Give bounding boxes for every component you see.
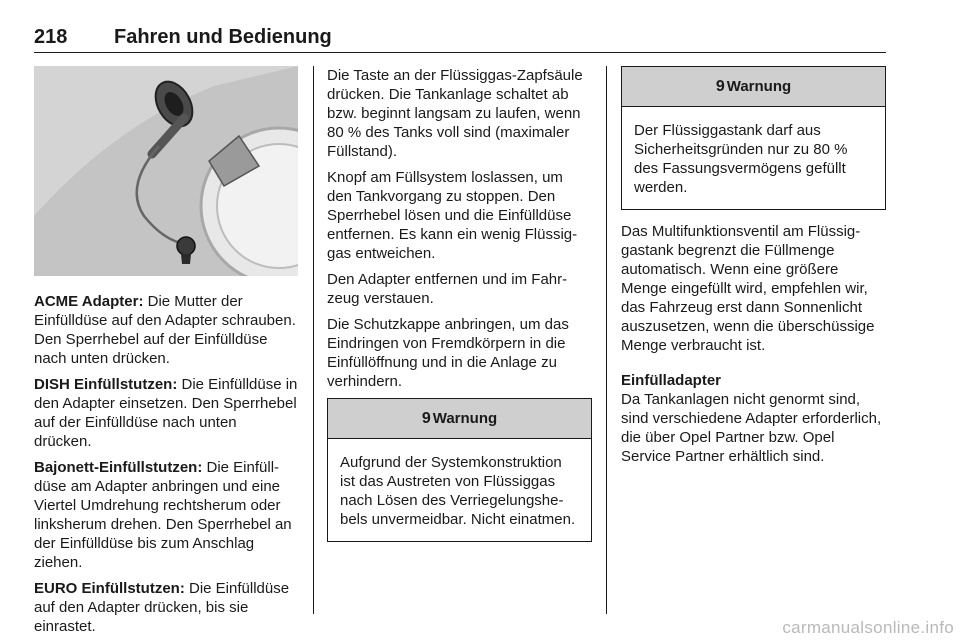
warning-icon: 9	[421, 410, 431, 427]
text-dish: Die Einfülldüse in den Adapter einsetzen. Den Sperrhebel auf der Einfülldüse nach unten drücken.	[34, 376, 298, 450]
paragraph-dish	[34, 375, 298, 451]
paragraph-acme	[34, 292, 298, 368]
column-left	[34, 66, 298, 643]
page-number: 218	[34, 26, 68, 48]
warning-text: Aufgrund der Systemkonstruktion ist das Austreten von Flüssiggas nach Lösen des Verriegelungshebels unvermeidbar. Nicht einatmen.	[340, 454, 576, 528]
subheading-einfuelladapter: Einfülladapter	[621, 372, 722, 389]
text-euro: Die Einfülldüse auf den Adapter drücken, bis sie einrastet.	[34, 580, 290, 635]
term-bajonett: Bajonett-Einfüllstutzen:	[34, 459, 203, 476]
text-acme: Die Mutter der Einfülldüse auf den Adapter schrauben. Den Sperrhebel auf der Einfülldüse nach unten drücken.	[34, 293, 296, 367]
warning-box	[327, 398, 592, 542]
paragraph-euro	[34, 579, 298, 636]
term-acme: ACME Adapter:	[34, 293, 144, 310]
warning-title: Warnung	[726, 78, 792, 95]
column-middle	[327, 66, 592, 542]
warning-header	[328, 399, 591, 439]
text-bajonett: Die Einfülldüse am Adapter anbringen und eine Viertel Umdrehung rechtsherum oder linksherum drehen. Den Sperrhebel an der Einfülldüse bis zum Anschlag ziehen.	[34, 459, 292, 571]
term-dish: DISH Einfüllstutzen:	[34, 376, 178, 393]
column-right	[621, 66, 886, 473]
paragraph-adapters: Da Tankanlagen nicht genormt sind, sind verschiedene Adapter erforderlich, die über Opel Partner bzw. Opel Service Partner erhältlich sind.	[621, 391, 882, 465]
watermark: carmanualsonline.info	[782, 618, 954, 637]
chapter-title: Fahren und Bedienung	[114, 26, 332, 48]
column-divider	[313, 66, 314, 614]
paragraph-bajonett	[34, 458, 298, 572]
paragraph-press-button: Die Taste an der Flüssiggas-Zapfsäule drücken. Die Tankanlage schaltet ab bzw. beginnt langsam zu laufen, wenn 80 % des Tanks voll sind (maximaler Füllstand).	[327, 67, 583, 160]
term-euro: EURO Einfüllstutzen:	[34, 580, 185, 597]
paragraph-protective-cap: Die Schutzkappe anbringen, um das Eindringen von Fremdkörpern in die Einfüllöffnung und in die Anlage zu verhindern.	[327, 316, 569, 390]
paragraph-release-knob: Knopf am Füllsystem loslassen, um den Tankvorgang zu stoppen. Den Sperrhebel lösen und die Einfülldüse entfernen. Es kann ein wenig Flüssiggas entweichen.	[327, 169, 578, 262]
warning-header	[622, 67, 885, 107]
page-header	[34, 24, 886, 53]
fuel-filler-adapter-photo-icon	[34, 66, 298, 276]
warning-text: Der Flüssiggastank darf aus Sicherheitsgründen nur zu 80 % des Fassungsvermögens gefüllt werden.	[634, 122, 848, 196]
paragraph-remove-adapter: Den Adapter entfernen und im Fahrzeug verstauen.	[327, 271, 568, 307]
paragraph-multivalve: Das Multifunktionsventil am Flüssiggastank begrenzt die Füllmenge automatisch. Wenn eine größere Menge eingefüllt wird, empfehlen wir, das Fahrzeug erst dann Sonnenlicht auszusetzen, wenn die überschüssige Menge verbraucht ist.	[621, 223, 875, 354]
warning-box	[621, 66, 886, 210]
warning-icon: 9	[715, 78, 725, 95]
warning-title: Warnung	[432, 410, 498, 427]
column-divider	[606, 66, 607, 614]
